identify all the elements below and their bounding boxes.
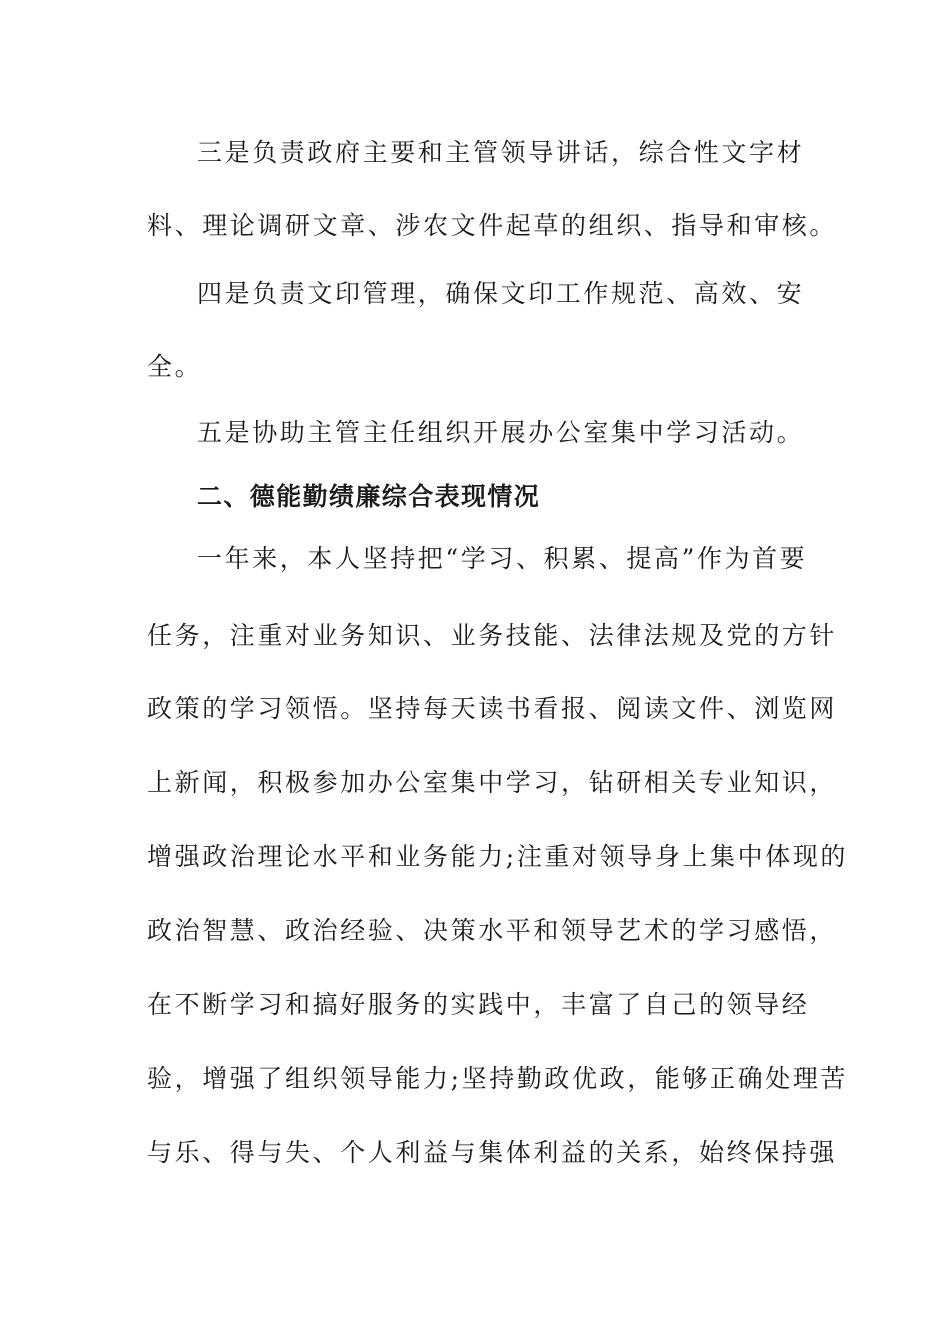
paragraph-line: 增强政治理论水平和业务能力;注重对领导身上集中体现的 [147,842,849,871]
paragraph-line: 四是负责文印管理，确保文印工作规范、高效、安 [197,279,805,308]
paragraph-line: 政治智慧、政治经验、决策水平和领导艺术的学习感悟， [147,916,838,945]
paragraph-line: 一年来，本人坚持把“学习、积累、提高”作为首要 [197,544,808,573]
paragraph-line: 与乐、得与失、个人利益与集体利益的关系，始终保持强 [147,1138,838,1167]
paragraph-line: 任务，注重对业务知识、业务技能、法律法规及党的方针 [147,621,838,650]
paragraph-line: 政策的学习领悟。坚持每天读书看报、阅读文件、浏览网 [147,694,838,723]
paragraph-line: 五是协助主管主任组织开展办公室集中学习活动。 [197,418,805,447]
section-heading: 二、德能勤绩廉综合表现情况 [197,482,541,511]
paragraph-line: 三是负责政府主要和主管领导讲话，综合性文字材 [197,138,805,167]
paragraph-line: 在不断学习和搞好服务的实践中，丰富了自己的领导经 [147,990,810,1019]
paragraph-line: 验，增强了组织领导能力;坚持勤政优政，能够正确处理苦 [147,1064,849,1093]
paragraph-line: 全。 [147,352,203,381]
paragraph-line: 上新闻，积极参加办公室集中学习，钻研相关专业知识， [147,768,838,797]
paragraph-line: 料、理论调研文章、涉农文件起草的组织、指导和审核。 [147,211,838,240]
